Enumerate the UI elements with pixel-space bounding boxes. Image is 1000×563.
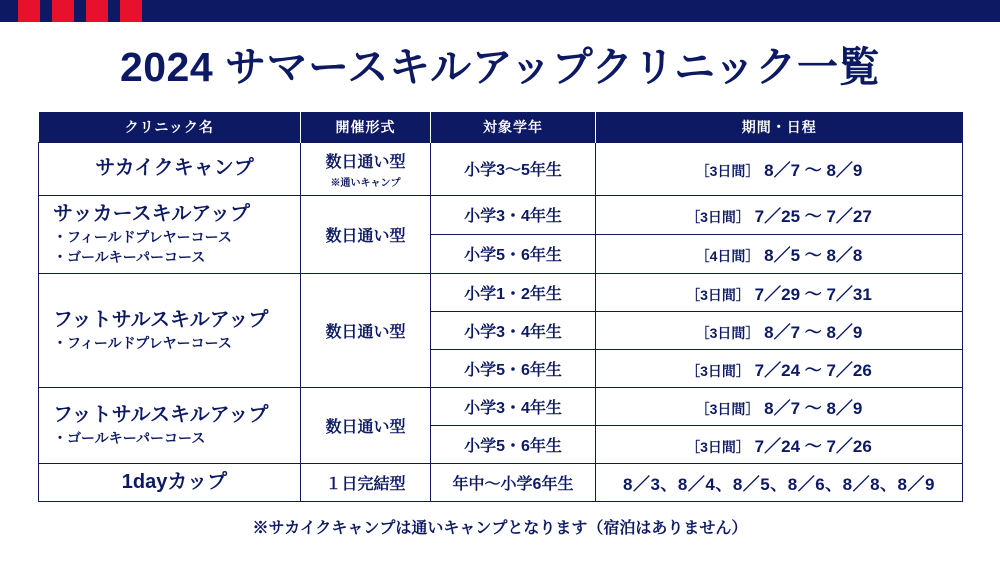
cell-clinic-name <box>39 274 301 388</box>
top-decorative-bar <box>0 0 1000 22</box>
cell-grade <box>431 234 596 273</box>
table-header-row <box>39 112 963 142</box>
cell-clinic-name <box>39 388 301 464</box>
grade-label: 小学3〜5年生 <box>464 162 562 179</box>
format-label: １日完結型 <box>325 476 406 494</box>
page-title: 2024 サマースキルアップクリニック一覧 <box>119 44 881 90</box>
clinic-table-wrapper <box>38 112 962 502</box>
column-header-format: 開催形式 <box>301 112 431 142</box>
clinic-name-main: フットサルスキルアップ <box>53 403 269 426</box>
cell-schedule <box>596 142 963 195</box>
cell-schedule <box>596 350 963 388</box>
topbar-red-stripe-4 <box>120 0 142 22</box>
cell-format <box>301 388 431 464</box>
schedule-label <box>600 356 958 381</box>
cell-schedule <box>596 464 963 502</box>
schedule-duration: ［3日間］ <box>695 163 760 179</box>
schedule-dates: 7／24 〜 7／26 <box>749 361 872 381</box>
cell-grade <box>431 274 596 312</box>
schedule-duration: ［4日間］ <box>695 248 760 265</box>
topbar-red-stripe-3 <box>86 0 108 22</box>
grade-label: 小学1・2年生 <box>464 286 562 304</box>
column-header-schedule: 期間・日程 <box>596 112 963 142</box>
table-row <box>39 142 963 195</box>
schedule-dates: 8／7 〜 8／9 <box>759 161 863 180</box>
footnote: ※サカイクキャンプは通いキャンプとなります（宿泊はありません） <box>252 520 748 537</box>
table-row <box>39 195 963 234</box>
clinic-name-main: サッカースキルアップ <box>53 202 250 225</box>
schedule-duration: ［3日間］ <box>686 439 750 456</box>
schedule-label <box>600 318 958 343</box>
format-label: 数日通い型 <box>325 324 406 342</box>
grade-label: 小学3・4年生 <box>464 324 562 342</box>
cell-grade <box>431 195 596 234</box>
schedule-duration: ［3日間］ <box>686 209 750 226</box>
topbar-red-stripe-2 <box>52 0 74 22</box>
schedule-duration: ［3日間］ <box>695 325 760 342</box>
cell-format <box>301 464 431 502</box>
cell-grade <box>431 388 596 426</box>
format-label: 数日通い型 <box>325 419 406 437</box>
cell-grade <box>431 464 596 502</box>
grade-label: 小学5・6年生 <box>464 247 562 265</box>
column-header-grade: 対象学年 <box>431 112 596 142</box>
table-header <box>39 112 963 142</box>
schedule-duration: ［3日間］ <box>695 401 760 418</box>
grade-label: 小学5・6年生 <box>464 362 562 380</box>
grade-label: 小学3・4年生 <box>464 400 562 418</box>
format-label: 数日通い型 <box>325 227 406 245</box>
clinic-name-sub: ・フィールドプレヤーコース <box>53 334 232 351</box>
clinic-name-sub: ・フィールドプレヤーコース <box>53 228 232 245</box>
schedule-dates: 8／5 〜 8／8 <box>759 246 863 266</box>
cell-grade <box>431 142 596 195</box>
table-row <box>39 388 963 426</box>
format-note: ※通いキャンプ <box>330 177 401 189</box>
grade-label: 小学5・6年生 <box>464 438 562 456</box>
cell-format <box>301 195 431 274</box>
cell-schedule <box>596 312 963 350</box>
topbar-red-stripe-1 <box>18 0 40 22</box>
clinic-name-main: フットサルスキルアップ <box>53 308 269 331</box>
schedule-label <box>600 241 958 266</box>
format-label: 数日通い型 <box>325 153 406 171</box>
cell-clinic-name <box>39 464 301 502</box>
schedule-dates: 8／7 〜 8／9 <box>759 323 863 343</box>
cell-grade <box>431 426 596 464</box>
cell-schedule <box>596 274 963 312</box>
cell-clinic-name <box>39 142 301 195</box>
cell-schedule <box>596 234 963 273</box>
schedule-label <box>600 202 958 227</box>
schedule-label <box>600 156 958 181</box>
schedule-duration: ［3日間］ <box>686 363 750 380</box>
table-row <box>39 464 963 502</box>
clinic-name-sub: ・ゴールキーパーコース <box>53 429 206 446</box>
schedule-duration: ［3日間］ <box>686 287 750 304</box>
schedule-dates: 7／24 〜 7／26 <box>749 437 872 457</box>
clinic-table <box>38 112 963 502</box>
cell-format <box>301 274 431 388</box>
cell-schedule <box>596 426 963 464</box>
cell-grade <box>431 312 596 350</box>
schedule-label <box>600 432 958 457</box>
schedule-label <box>600 280 958 305</box>
cell-schedule <box>596 195 963 234</box>
column-header-clinic-name: クリニック名 <box>39 112 301 142</box>
schedule-dates: 7／25 〜 7／27 <box>749 207 872 227</box>
schedule-dates: 8／3、8／4、8／5、8／6、8／8、8／9 <box>623 475 935 495</box>
cell-schedule <box>596 388 963 426</box>
table-row <box>39 274 963 312</box>
grade-label: 年中〜小学6年生 <box>452 476 574 494</box>
cell-format <box>301 142 431 195</box>
grade-label: 小学3・4年生 <box>464 208 562 226</box>
table-body <box>39 142 963 502</box>
clinic-name-main: 1dayカップ <box>121 471 228 494</box>
topbar-navy-section <box>150 0 1000 22</box>
schedule-label <box>600 394 958 419</box>
clinic-name-main: サカイクキャンプ <box>95 157 254 179</box>
clinic-name-sub: ・ゴールキーパーコース <box>53 248 206 265</box>
schedule-dates: 7／29 〜 7／31 <box>749 285 872 305</box>
schedule-dates: 8／7 〜 8／9 <box>759 399 863 419</box>
cell-grade <box>431 350 596 388</box>
cell-clinic-name <box>39 195 301 274</box>
